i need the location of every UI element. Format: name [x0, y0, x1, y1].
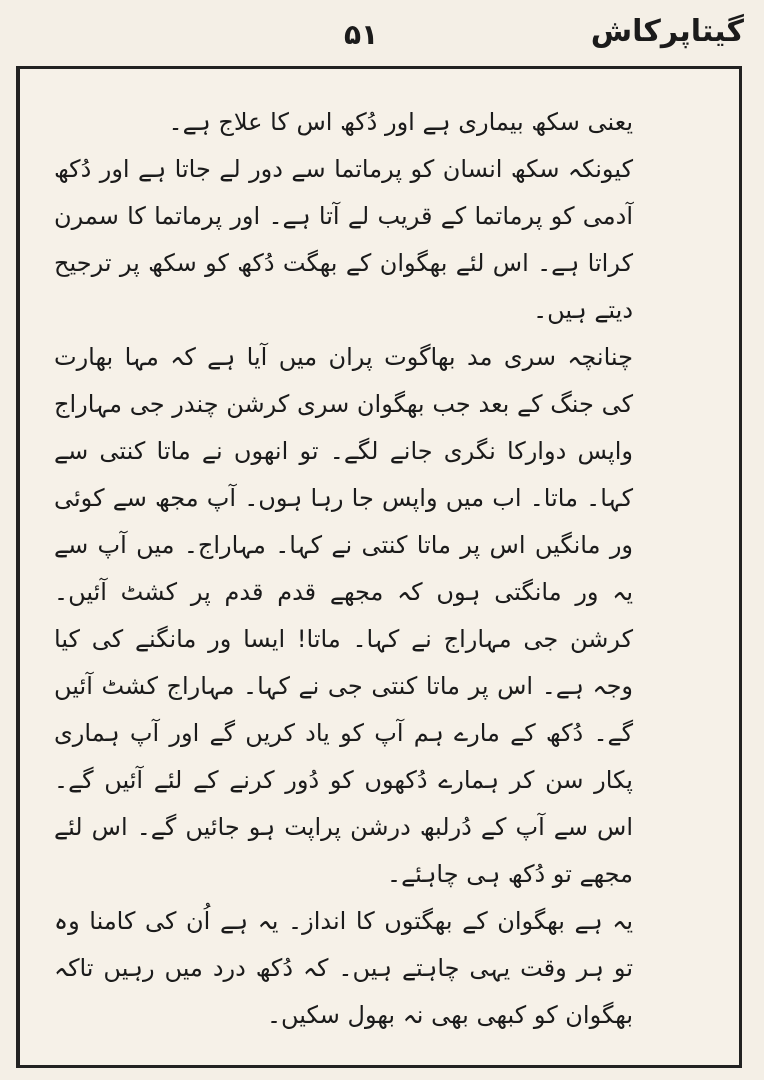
- page-number: ۵۱: [344, 18, 379, 51]
- paragraph-1: یعنی سکھ بیماری ہے اور دُکھ اس کا علاج ہے۔: [168, 108, 633, 136]
- running-title: گیتاپرکاش: [590, 14, 744, 49]
- paragraph-2: کیونکہ سکھ انسان کو پرماتما سے دور لے جاتا ہے اور دُکھ آدمی کو پرماتما کے قریب لے آتا ہے۔ اور پرماتما کا سمرن کراتا ہے۔ اس لئے بھگوان کے بھگت دُکھ کو سکھ پر ترجیح دیتے ہیں۔: [54, 155, 633, 324]
- text-frame: [16, 66, 742, 1068]
- paragraph-4: یہ ہے بھگوان کے بھگتوں کا انداز۔ یہ ہے اُن کی کامنا وہ تو ہر وقت یہی چاہتے ہیں۔ کہ دُکھ درد میں رہیں تاکہ بھگوان کو کبھی بھی نہ بھول سکیں۔: [54, 907, 633, 1029]
- page-header: [14, 10, 750, 64]
- paragraph-3: چنانچہ سری مد بھاگوت پران میں آیا ہے کہ مہا بھارت کی جنگ کے بعد جب بھگوان سری کرشن چندر جی مہاراج واپس دوارکا نگری جانے لگے۔ تو انھوں نے ماتا کنتی سے کہا۔ ماتا۔ اب میں واپس جا رہا ہوں۔ آپ مجھ سے کوئی ور مانگیں اس پر ماتا کنتی نے کہا۔ مہاراج۔ میں آپ سے یہ ور مانگتی ہوں کہ مجھے قدم قدم پر کشٹ آئیں۔ کرشن جی مہاراج نے کہا۔ ماتا! ایسا ور مانگنے کی کیا وجہ ہے۔ اس پر ماتا کنتی جی نے کہا۔ مہاراج کشٹ آئیں گے۔ دُکھ کے مارے ہم آپ کو یاد کریں گے اور آپ ہماری پکار سن کر ہمارے دُکھوں کو دُور کرنے کے لئے آئیں گے۔ اس سے آپ کے دُرلبھ درشن پراپت ہو جائیں گے۔ اس لئے مجھے تو دُکھ ہی چاہئے۔: [54, 343, 633, 888]
- body-text: [54, 99, 711, 1039]
